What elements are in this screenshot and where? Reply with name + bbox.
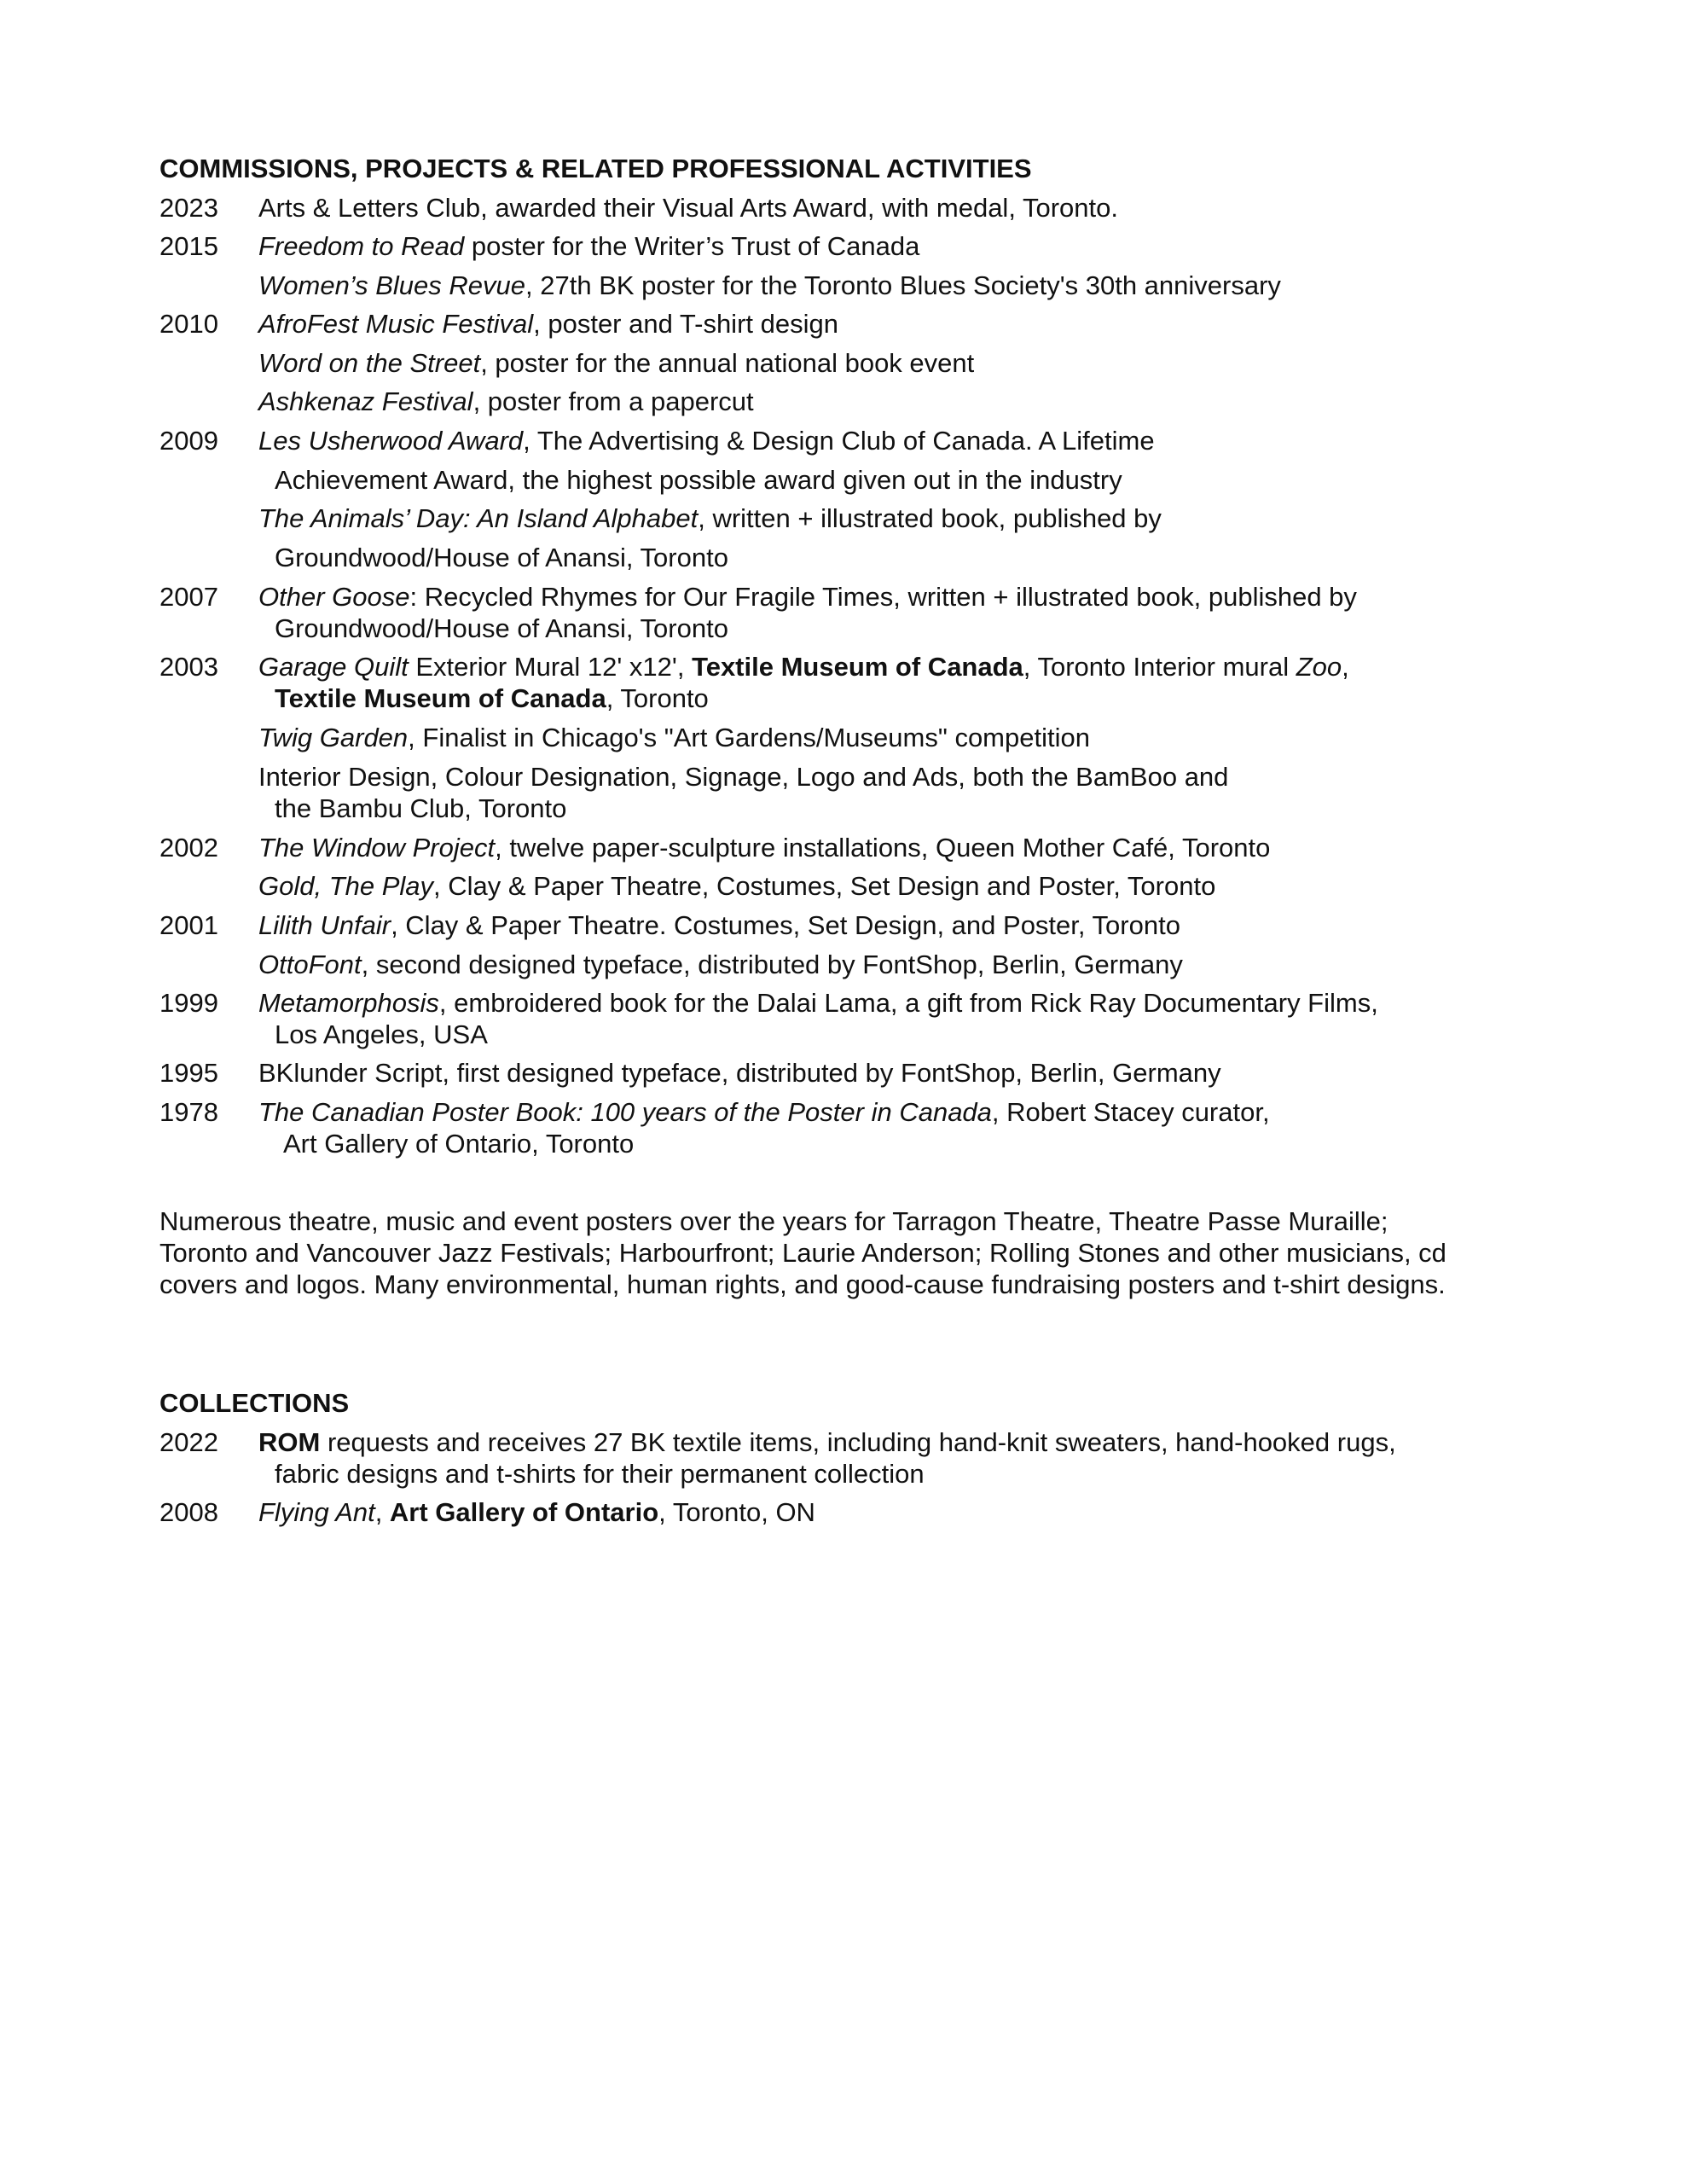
entry-year: 2002 (159, 833, 218, 863)
text-segment: Textile Museum of Canada (692, 652, 1023, 682)
collections-heading: COLLECTIONS (159, 1388, 350, 1418)
entry-year: 2001 (159, 910, 218, 940)
text-segment: Garage Quilt (258, 652, 409, 682)
summary-line: Toronto and Vancouver Jazz Festivals; Harbourfront; Laurie Anderson; Rolling Stones and other musicians, cd (159, 1238, 1446, 1268)
entry-line (275, 682, 709, 714)
text-segment: Freedom to Read (258, 231, 465, 261)
text-segment: AfroFest Music Festival (258, 309, 534, 339)
text-segment: , Toronto, ON (658, 1497, 815, 1527)
text-segment: Textile Museum of Canada (275, 683, 606, 713)
text-segment: Art Gallery of Ontario (389, 1497, 659, 1527)
text-segment: Ashkenaz Festival (258, 386, 473, 416)
text-segment: , embroidered book for the Dalai Lama, a gift from Rick Ray Documentary Films, (438, 988, 1378, 1018)
entry-line (275, 1019, 488, 1050)
text-segment: Groundwood/House of Anansi, Toronto (275, 613, 728, 643)
text-segment: Word on the Street (258, 348, 481, 378)
entry-line (258, 308, 838, 340)
text-segment: , poster for the annual national book event (480, 348, 975, 378)
entry-year: 2010 (159, 309, 218, 339)
text-segment: the Bambu Club, Toronto (275, 793, 567, 823)
text-segment: ROM (258, 1427, 321, 1457)
text-segment: Groundwood/House of Anansi, Toronto (275, 543, 728, 572)
text-segment: Art Gallery of Ontario, Toronto (283, 1129, 635, 1159)
text-segment: , Finalist in Chicago's "Art Gardens/Museums" competition (408, 723, 1090, 752)
entry-line (258, 1426, 1396, 1458)
text-segment: Los Angeles, USA (275, 1019, 488, 1049)
entry-line (258, 192, 1118, 224)
text-segment: The Animals’ Day: An Island Alphabet (258, 503, 699, 533)
entry-line (275, 542, 728, 573)
entry-line (258, 987, 1378, 1019)
text-segment: , Clay & Paper Theatre. Costumes, Set Design, and Poster, Toronto (391, 910, 1180, 940)
entry-line (258, 909, 1180, 941)
entry-line (258, 949, 1183, 980)
text-segment: BKlunder Script, first designed typeface, distributed by FontShop, Berlin, Germany (258, 1058, 1221, 1088)
text-segment: poster for the Writer’s Trust of Canada (464, 231, 920, 261)
text-segment: : Recycled Rhymes for Our Fragile Times, written + illustrated book, published by (409, 582, 1357, 612)
text-segment: fabric designs and t-shirts for their permanent collection (275, 1459, 925, 1489)
summary-line: covers and logos. Many environmental, human rights, and good-cause fundraising posters and t-shirt designs. (159, 1269, 1446, 1299)
text-segment: , Toronto (606, 683, 709, 713)
entry-line (258, 1096, 1270, 1128)
text-segment: OttoFont (258, 950, 362, 979)
entry-line (258, 870, 1215, 902)
entry-year: 2007 (159, 582, 218, 612)
entry-year: 2015 (159, 231, 218, 261)
text-segment: , 27th BK poster for the Toronto Blues Society's 30th anniversary (525, 270, 1281, 300)
entry-line (258, 651, 1349, 682)
text-segment: Flying Ant (258, 1497, 375, 1527)
text-segment: , poster and T-shirt design (533, 309, 838, 339)
text-segment: , Clay & Paper Theatre, Costumes, Set Design and Poster, Toronto (433, 871, 1216, 901)
entry-year: 2022 (159, 1427, 218, 1457)
text-segment: Twig Garden (258, 723, 409, 752)
text-segment: , twelve paper-sculpture installations, Queen Mother Café, Toronto (495, 833, 1271, 863)
text-segment: , poster from a papercut (472, 386, 754, 416)
text-segment: , Toronto Interior mural (1023, 652, 1296, 682)
entry-line (258, 1057, 1221, 1089)
entry-line (283, 1128, 634, 1159)
text-segment: , The Advertising & Design Club of Canada. A Lifetime (523, 426, 1155, 456)
entry-year: 2008 (159, 1497, 218, 1527)
text-segment: Lilith Unfair (258, 910, 391, 940)
text-segment: The Canadian Poster Book: 100 years of the Poster in Canada (258, 1097, 992, 1127)
text-segment: The Window Project (258, 833, 496, 863)
entry-year: 2003 (159, 652, 218, 682)
entry-line (275, 613, 728, 644)
entry-year: 1978 (159, 1097, 218, 1127)
text-segment: Gold, The Play (258, 871, 434, 901)
summary-paragraph (159, 1205, 1558, 1300)
text-segment: Women’s Blues Revue (258, 270, 526, 300)
entry-line (258, 347, 974, 379)
text-segment: , written + illustrated book, published by (698, 503, 1162, 533)
entry-line (258, 722, 1090, 753)
entry-line (258, 581, 1357, 613)
entry-year: 1995 (159, 1058, 218, 1088)
text-segment: Arts & Letters Club, awarded their Visual Arts Award, with medal, Toronto. (258, 193, 1118, 223)
entry-line (258, 425, 1155, 456)
entry-year: 1999 (159, 988, 218, 1018)
text-segment: Zoo (1296, 652, 1342, 682)
entry-line (258, 832, 1270, 863)
entry-year: 2009 (159, 426, 218, 456)
entry-line (258, 502, 1162, 534)
entry-line (258, 761, 1228, 793)
text-segment: Exterior Mural 12' x12', (408, 652, 693, 682)
commissions-heading: COMMISSIONS, PROJECTS & RELATED PROFESSIONAL ACTIVITIES (159, 154, 1032, 183)
text-segment: Other Goose (258, 582, 410, 612)
text-segment: , Robert Stacey curator, (991, 1097, 1270, 1127)
entry-year: 2023 (159, 193, 218, 223)
entry-line (258, 230, 919, 262)
text-segment: Interior Design, Colour Designation, Signage, Logo and Ads, both the BamBoo and (258, 762, 1229, 792)
text-segment: requests and receives 27 BK textile items, including hand-knit sweaters, hand-hooked rugs, (320, 1427, 1396, 1457)
text-segment: Metamorphosis (258, 988, 439, 1018)
text-segment: Achievement Award, the highest possible award given out in the industry (275, 465, 1122, 495)
text-segment: , second designed typeface, distributed by FontShop, Berlin, Germany (361, 950, 1183, 979)
entry-line (275, 793, 566, 824)
text-segment: , (374, 1497, 390, 1527)
text-segment: , (1342, 652, 1349, 682)
summary-line: Numerous theatre, music and event posters over the years for Tarragon Theatre, Theatre Passe Muraille; (159, 1206, 1388, 1236)
entry-line (275, 464, 1122, 496)
entry-line (258, 1496, 815, 1528)
text-segment: Les Usherwood Award (258, 426, 524, 456)
entry-line (258, 270, 1281, 301)
entry-line (258, 386, 754, 417)
entry-line (275, 1458, 925, 1490)
